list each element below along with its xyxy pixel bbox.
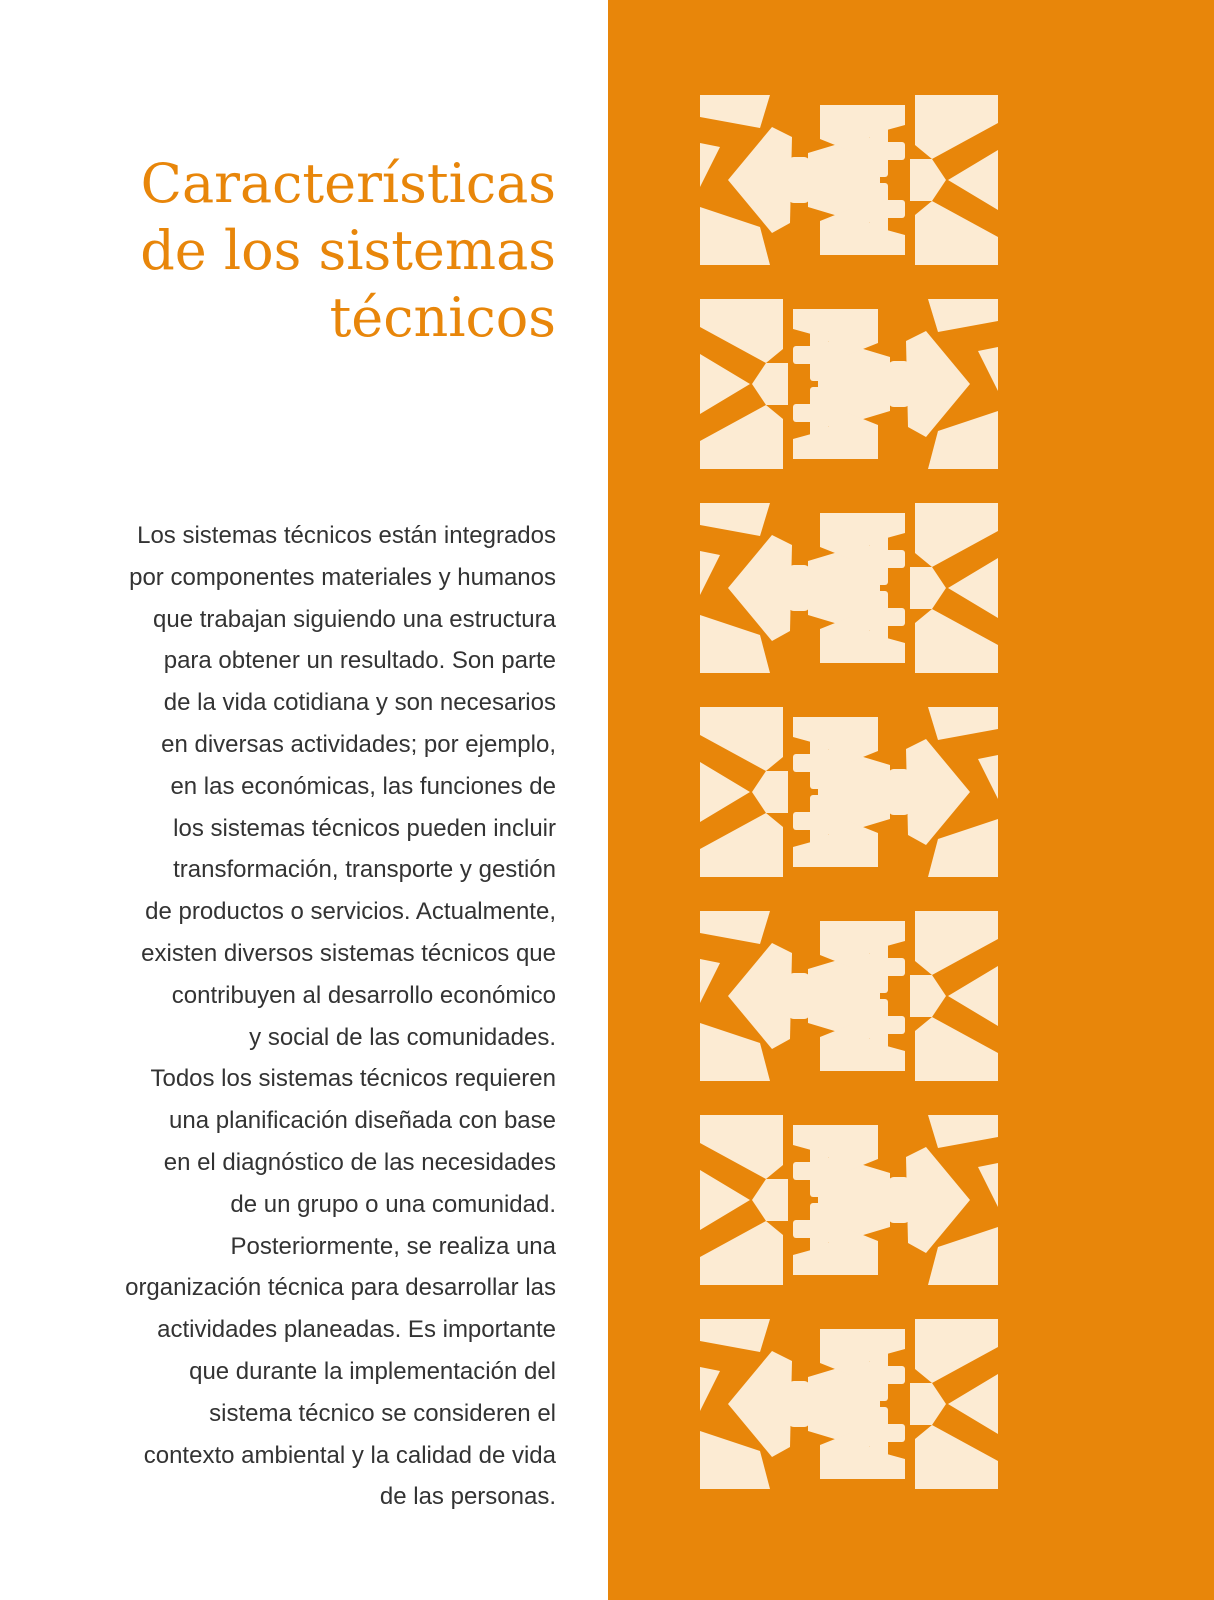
body-line: de las personas. — [379, 1483, 556, 1511]
body-line: de un grupo o una comunidad. — [230, 1190, 556, 1218]
body-line: en el diagnóstico de las necesidades — [163, 1148, 556, 1176]
body-line: que trabajan siguiendo una estructura — [153, 605, 556, 633]
geometric-flag-motif — [700, 95, 998, 265]
body-line: transformación, transporte y gestión — [173, 856, 556, 884]
body-line: Todos los sistemas técnicos requieren — [150, 1065, 556, 1093]
geometric-flag-motif — [700, 503, 998, 673]
body-line: y social de las comunidades. — [249, 1023, 556, 1051]
body-paragraph — [36, 515, 556, 1518]
title-line-2: de los sistemas — [140, 219, 556, 282]
body-line: en las económicas, las funciones de — [170, 772, 556, 800]
geometric-flag-motif — [700, 707, 998, 877]
body-line: Posteriormente, se realiza una — [230, 1232, 556, 1260]
title-line-1: Características — [140, 152, 556, 215]
body-line: de la vida cotidiana y son necesarios — [163, 689, 556, 717]
body-line: una planificación diseñada con base — [169, 1107, 556, 1135]
decorative-pattern-band — [608, 0, 1214, 1600]
body-line: existen diversos sistemas técnicos que — [141, 939, 556, 967]
body-line: para obtener un resultado. Son parte — [163, 647, 556, 675]
body-line: por componentes materiales y humanos — [129, 563, 556, 591]
body-line: de productos o servicios. Actualmente, — [145, 898, 556, 926]
body-line: organización técnica para desarrollar las — [125, 1274, 556, 1302]
geometric-flag-motif — [700, 299, 998, 469]
title-line-3: técnicos — [329, 286, 556, 349]
text-column — [40, 0, 556, 1600]
body-line: contribuyen al desarrollo económico — [171, 981, 556, 1009]
body-line: Los sistemas técnicos están integrados — [137, 522, 556, 549]
body-line: que durante la implementación del — [189, 1357, 556, 1385]
body-line: los sistemas técnicos pueden incluir — [173, 814, 556, 842]
geometric-flag-motif — [700, 1115, 998, 1285]
body-line: contexto ambiental y la calidad de vida — [143, 1441, 556, 1469]
geometric-flag-motif — [700, 1319, 998, 1489]
body-line: sistema técnico se consideren el — [209, 1399, 556, 1427]
body-line: en diversas actividades; por ejemplo, — [161, 730, 556, 758]
body-line: actividades planeadas. Es importante — [157, 1316, 556, 1344]
page-title — [56, 150, 556, 351]
pattern-svg — [608, 0, 1214, 1600]
geometric-flag-motif — [700, 911, 998, 1081]
